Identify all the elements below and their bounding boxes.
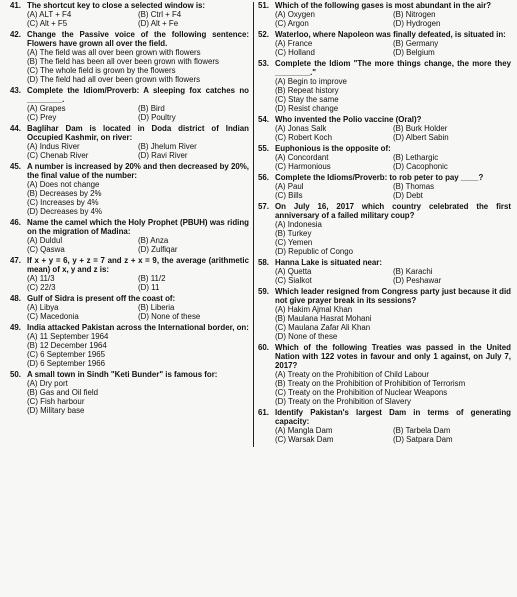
answer-option: (D) Decreases by 4% <box>27 206 102 216</box>
answer-option: (A) Does not change <box>27 179 100 189</box>
question-item <box>10 219 249 255</box>
question-number: 54. <box>258 115 269 124</box>
answer-option: (C) Holland <box>275 47 315 57</box>
answer-option: (B) 11/2 <box>138 273 166 283</box>
question-number: 58. <box>258 258 269 268</box>
option-list <box>258 221 511 257</box>
question-number: 51. <box>258 1 269 10</box>
answer-option: (A) Duldul <box>27 235 63 245</box>
question-item <box>258 288 511 342</box>
question-columns <box>10 2 514 447</box>
answer-option: (D) Satpara Dam <box>393 434 453 444</box>
answer-option: (C) Macedonia <box>27 311 79 321</box>
answer-option: (A) 11/3 <box>27 273 55 283</box>
question-item <box>258 344 511 407</box>
answer-option: (A) Jonas Salk <box>275 123 327 133</box>
question-item <box>10 31 249 85</box>
answer-option: (C) Argon <box>275 18 309 28</box>
question-item <box>258 174 511 201</box>
question-line <box>10 125 249 143</box>
answer-option: (C) Yemen <box>275 237 313 247</box>
answer-option: (C) Sialkot <box>275 275 312 285</box>
option-list <box>10 105 249 123</box>
question-line <box>258 203 511 221</box>
question-item <box>258 409 511 445</box>
question-item <box>258 259 511 286</box>
answer-option: (C) Warsak Dam <box>275 434 334 444</box>
answer-option: (D) Zulfiqar <box>138 244 178 254</box>
question-number: 60. <box>258 343 269 352</box>
question-item <box>10 295 249 322</box>
option-list <box>258 125 511 143</box>
answer-option: (D) Peshawar <box>393 275 442 285</box>
question-item <box>10 257 249 293</box>
answer-option: (C) Prey <box>27 112 57 122</box>
answer-option: (D) None of these <box>275 331 338 341</box>
answer-option: (B) The field has been all over been grown with flowers <box>27 56 219 66</box>
answer-option: (C) 22/3 <box>27 282 56 292</box>
answer-option: (D) The field had all over been grown with flowers <box>27 74 201 84</box>
option-list <box>10 237 249 255</box>
option-list <box>258 40 511 58</box>
answer-option: (B) Treaty on the Prohibition of Prohibition of Terrorism <box>275 378 466 388</box>
answer-option: (D) Hydrogen <box>393 18 441 28</box>
question-text: Name the camel which the Holy Prophet (PBUH) was riding on the migration of Madina: <box>27 217 249 236</box>
question-item <box>10 324 249 369</box>
answer-option: (C) Increases by 4% <box>27 197 99 207</box>
option-list <box>10 304 249 322</box>
answer-option: (A) ALT + F4 <box>27 9 72 19</box>
question-text: Baglihar Dam is located in Doda district of Indian Occupied Kashmir, on river: <box>27 123 249 142</box>
question-line <box>10 87 249 105</box>
question-number: 46. <box>10 217 21 227</box>
answer-option: (C) Stay the same <box>275 94 339 104</box>
question-number: 41. <box>10 1 21 10</box>
question-number: 53. <box>258 59 269 69</box>
question-item <box>10 2 249 29</box>
question-line <box>10 219 249 237</box>
answer-option: (A) Dry port <box>27 378 68 388</box>
question-item <box>258 31 511 58</box>
answer-option: (B) Karachi <box>393 267 433 276</box>
answer-option: (B) Jhelum River <box>138 141 197 151</box>
question-line <box>10 163 249 181</box>
answer-option: (B) Germany <box>393 39 439 48</box>
answer-option: (D) Ravi River <box>138 150 188 160</box>
question-item <box>10 163 249 217</box>
question-text: Euphonious is the opposite of: <box>275 144 391 154</box>
answer-option: (A) Indonesia <box>275 220 322 230</box>
question-text: Gulf of Sidra is present off the coast of: <box>27 293 176 303</box>
answer-option: (D) 6 September 1966 <box>27 358 106 368</box>
question-item <box>10 125 249 161</box>
answer-option: (B) Burk Holder <box>393 123 448 133</box>
answer-option: (D) 11 <box>138 282 160 292</box>
answer-option: (C) 6 September 1965 <box>27 349 106 359</box>
right-column <box>253 2 511 447</box>
question-text: Complete the Idioms/Proverb: to rob peter to pay ____? <box>275 173 484 183</box>
option-list <box>10 333 249 369</box>
question-number: 47. <box>10 255 21 265</box>
question-number: 42. <box>10 30 21 40</box>
question-number: 57. <box>258 202 269 212</box>
answer-option: (D) None of these <box>138 311 201 321</box>
option-list <box>258 154 511 172</box>
answer-option: (C) Robert Koch <box>275 132 333 142</box>
question-text: Which of the following Treaties was passed in the United Nation with 122 votes in favour and only 1 against, on July 7, 2017? <box>275 343 511 370</box>
answer-option: (C) Maulana Zafar Ali Khan <box>275 322 371 332</box>
question-text: A number is increased by 20% and then decreased by 20%, the final value of the number: <box>27 161 249 180</box>
answer-option: (A) France <box>275 39 313 48</box>
question-number: 44. <box>10 123 21 133</box>
question-number: 50. <box>10 369 21 379</box>
question-text: A small town in Sindh "Keti Bunder" is famous for: <box>27 369 218 379</box>
left-column <box>10 2 253 447</box>
question-item <box>258 2 511 29</box>
answer-option: (C) Bills <box>275 191 303 200</box>
question-text: Which of the following gases is most abundant in the air? <box>275 1 492 10</box>
question-text: Complete the Idiom "The more things change, the more they ________." <box>275 59 511 78</box>
answer-option: (D) Poultry <box>138 112 176 122</box>
option-list <box>258 306 511 342</box>
question-number: 52. <box>258 30 269 40</box>
question-item <box>10 87 249 123</box>
option-list <box>258 78 511 114</box>
answer-option: (B) Gas and Oil field <box>27 387 99 397</box>
question-number: 56. <box>258 173 269 183</box>
option-list <box>258 371 511 407</box>
answer-option: (B) 12 December 1964 <box>27 340 107 350</box>
answer-option: (C) Alt + F5 <box>27 18 68 28</box>
option-list <box>10 49 249 85</box>
answer-option: (D) Military base <box>27 405 85 415</box>
answer-option: (A) Oxygen <box>275 9 315 19</box>
question-number: 49. <box>10 322 21 332</box>
answer-option: (A) The field was all over been grown with flowers <box>27 47 201 57</box>
answer-option: (C) The whole field is grown by the flowers <box>27 65 176 75</box>
option-list <box>10 143 249 161</box>
answer-option: (B) Tarbela Dam <box>393 425 451 435</box>
answer-option: (C) Chenab River <box>27 150 89 160</box>
question-item <box>258 116 511 143</box>
answer-option: (D) Resist change <box>275 103 339 113</box>
question-line <box>258 288 511 306</box>
answer-option: (A) Mangla Dam <box>275 425 333 435</box>
answer-option: (D) Debt <box>393 191 423 200</box>
answer-option: (A) Quetta <box>275 267 312 276</box>
answer-option: (C) Qaswa <box>27 244 65 254</box>
question-item <box>10 371 249 416</box>
option-list <box>258 11 511 29</box>
answer-option: (B) Anza <box>138 235 169 245</box>
question-line <box>258 409 511 427</box>
answer-option: (B) Liberia <box>138 302 175 312</box>
question-number: 55. <box>258 144 269 154</box>
answer-option: (B) Ctrl + F4 <box>138 9 182 19</box>
question-number: 59. <box>258 287 269 297</box>
answer-option: (D) Belgium <box>393 47 435 57</box>
option-list <box>258 183 511 201</box>
question-number: 61. <box>258 407 269 417</box>
answer-option: (A) Paul <box>275 182 304 192</box>
question-line <box>10 31 249 49</box>
answer-option: (B) Bird <box>138 103 165 113</box>
question-text: Who invented the Polio vaccine (Oral)? <box>275 115 422 124</box>
question-text: India attacked Pakistan across the International border, on: <box>27 322 249 332</box>
answer-option: (D) Republic of Congo <box>275 246 354 256</box>
question-text: Which leader resigned from Congress party just because it did not give prayer break in its sessions? <box>275 287 511 306</box>
answer-option: (B) Nitrogen <box>393 9 436 19</box>
question-number: 43. <box>10 85 21 95</box>
answer-option: (B) Turkey <box>275 229 312 238</box>
answer-option: (A) Hakim Ajmal Khan <box>275 305 353 314</box>
answer-option: (A) 11 September 1964 <box>27 331 109 341</box>
question-text: Waterloo, where Napoleon was finally defeated, is situated in: <box>275 30 506 40</box>
question-text: Hanna Lake is situated near: <box>275 258 382 268</box>
question-item <box>258 145 511 172</box>
question-item <box>258 60 511 114</box>
question-line <box>258 344 511 371</box>
answer-option: (A) Indus River <box>27 141 80 151</box>
question-text: On July 16, 2017 which country celebrated the first anniversary of a failed military coup? <box>275 202 511 221</box>
question-text: Complete the Idiom/Proverb: A sleeping fox catches no ________. <box>27 85 249 104</box>
question-number: 45. <box>10 161 21 171</box>
option-list <box>10 380 249 416</box>
answer-option: (C) Harmonious <box>275 161 331 171</box>
answer-option: (D) Treaty on the Prohibition of Slavery <box>275 396 411 406</box>
question-item <box>258 203 511 257</box>
question-number: 48. <box>10 293 21 303</box>
answer-option: (D) Albert Sabin <box>393 132 449 142</box>
option-list <box>258 427 511 445</box>
answer-option: (D) Alt + Fe <box>138 18 179 28</box>
answer-option: (A) Begin to improve <box>275 77 347 86</box>
answer-option: (A) Concordant <box>275 153 329 162</box>
question-text: Change the Passive voice of the following sentence: Flowers have grown all over the field. <box>27 30 249 48</box>
answer-option: (C) Treaty on the Prohibition of Nuclear Weapons <box>275 387 448 397</box>
answer-option: (B) Lethargic <box>393 153 439 162</box>
answer-option: (A) Treaty on the Prohibition of Child Labour <box>275 369 429 379</box>
answer-option: (A) Libya <box>27 302 59 312</box>
option-list <box>10 181 249 217</box>
question-line <box>258 60 511 78</box>
question-text: Identify Pakistan's largest Dam in terms of generating capacity: <box>275 407 511 426</box>
answer-option: (D) Cacophonic <box>393 161 448 171</box>
question-text: If x + y = 6, y + z = 7 and z + x = 9, the average (arithmetic mean) of x, y and z is: <box>27 255 249 274</box>
question-line <box>10 257 249 275</box>
answer-option: (C) Fish harbour <box>27 396 85 406</box>
question-text: The shortcut key to close a selected window is: <box>27 1 206 10</box>
option-list <box>258 268 511 286</box>
answer-option: (B) Thomas <box>393 182 435 192</box>
answer-option: (B) Repeat history <box>275 85 339 95</box>
option-list <box>10 11 249 29</box>
answer-option: (B) Decreases by 2% <box>27 188 102 198</box>
answer-option: (B) Maulana Hasrat Mohani <box>275 313 372 323</box>
answer-option: (A) Grapes <box>27 103 66 113</box>
option-list <box>10 275 249 293</box>
